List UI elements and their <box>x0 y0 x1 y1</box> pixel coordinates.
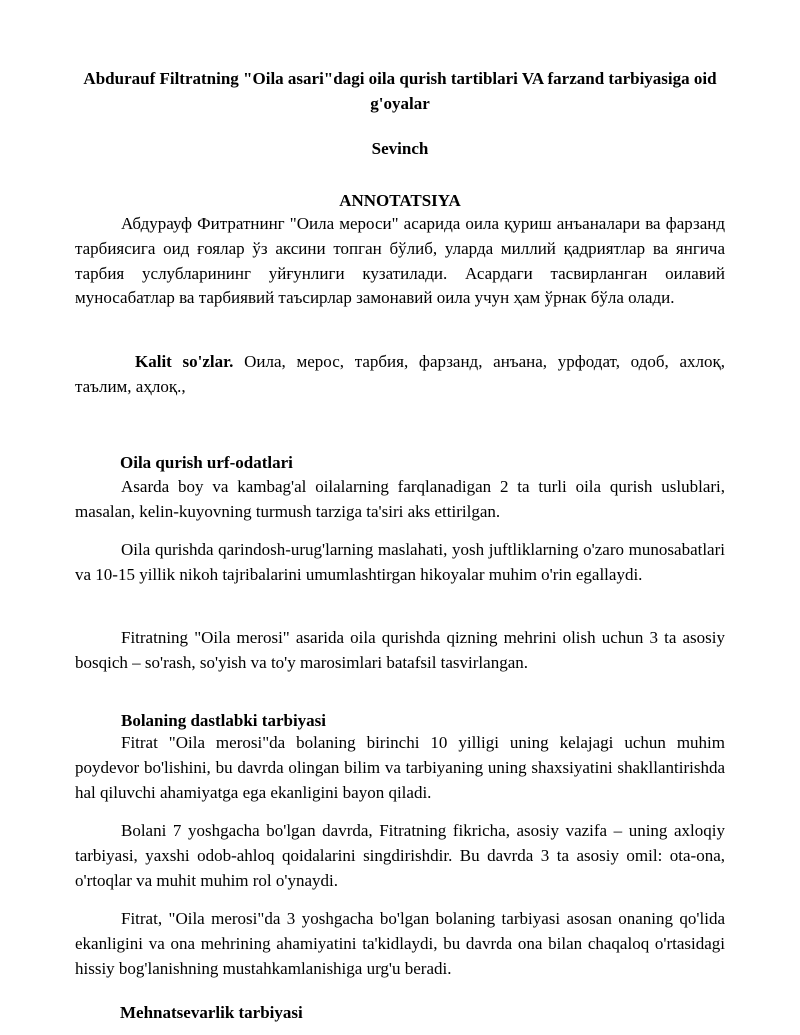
section-paragraph: Fitrat, "Oila merosi"da 3 yoshgacha bo'lgan bolaning tarbiyasi asosan onaning qo'lida ekanligini va ona mehrining ahamiyatini ta'kidlaydi, bu davrda ona bilan chaqaloq o'rtasidagi hissiy bog'lanishning mustahkamlanishiga urg'u beradi. <box>75 909 725 978</box>
keywords-paragraph <box>75 350 725 400</box>
annotation-paragraph: Абдурауф Фитратнинг "Оила мероси" асарида оила қуриш анъаналари ва фарзанд тарбиясига оид ғоялар ўз аксини топган бўлиб, уларда миллий қадриятлар ва янгича тарбия услубларининг уйғунлиги кузатилади. Асардаги тасвирланган оилавий муносабатлар ва тарбиявий таъсирлар замонавий оила учун ҳам ўрнак бўла олади. <box>75 214 725 308</box>
section-heading-oila-qurish: Oila qurish urf-odatlari <box>120 453 293 472</box>
section-paragraph: Fitratning "Oila merosi" asarida oila qurishda qizning mehrini olish uchun 3 ta asosiy bosqich – so'rash, so'yish va to'y marosimlari batafsil tasvirlangan. <box>75 628 725 672</box>
keywords-text: Оила, мерос, тарбия, фарзанд, анъана, урфодат, одоб, ахлоқ, таълим, аҳлоқ., <box>75 352 725 396</box>
section-heading-mehnatsevarlik: Mehnatsevarlik tarbiyasi <box>120 1003 303 1022</box>
section-paragraph: Oila qurishda qarindosh-urug'larning maslahati, yosh juftliklarning o'zaro munosabatlari va 10-15 yillik nikoh tajribalarini umumlashtirgan hikoyalar muhim o'rin egallaydi. <box>75 540 725 584</box>
section-heading-bolaning-tarbiyasi: Bolaning dastlabki tarbiyasi <box>121 711 327 730</box>
section-paragraph: Asarda boy va kambag'al oilalarning farqlanadigan 2 ta turli oila qurish uslublari, masalan, kelin-kuyovning turmush tarziga ta'siri aks ettirilgan. <box>75 477 725 521</box>
annotation-heading: ANNOTATSIYA <box>339 191 461 210</box>
section-paragraph: Bolani 7 yoshgacha bo'lgan davrda, Fitratning fikricha, asosiy vazifa – uning axloqiy tarbiyasi, yaxshi odob-ahloq qoidalarini singdirishdir. Bu davrda 3 ta asosiy omil: ota-ona, o'rtoqlar va muhit muhim rol o'ynaydi. <box>75 821 725 890</box>
section-paragraph: Fitrat "Oila merosi"da bolaning birinchi 10 yilligi uning kelajagi uchun muhim poydevor bo'lishini, bu davrda olingan bilim va tarbiyaning uning shaxsiyatini shakllantirishda hal qiluvchi ahamiyatga ega ekanligini bayon qiladi. <box>75 733 725 802</box>
keywords-label: Kalit so'zlar. <box>135 352 234 371</box>
document-title: Abdurauf Filtratning "Oila asari"dagi oila qurish tartiblari VA farzand tarbiyasiga oid g'oyalar <box>83 69 717 113</box>
author-name: Sevinch <box>371 139 429 158</box>
